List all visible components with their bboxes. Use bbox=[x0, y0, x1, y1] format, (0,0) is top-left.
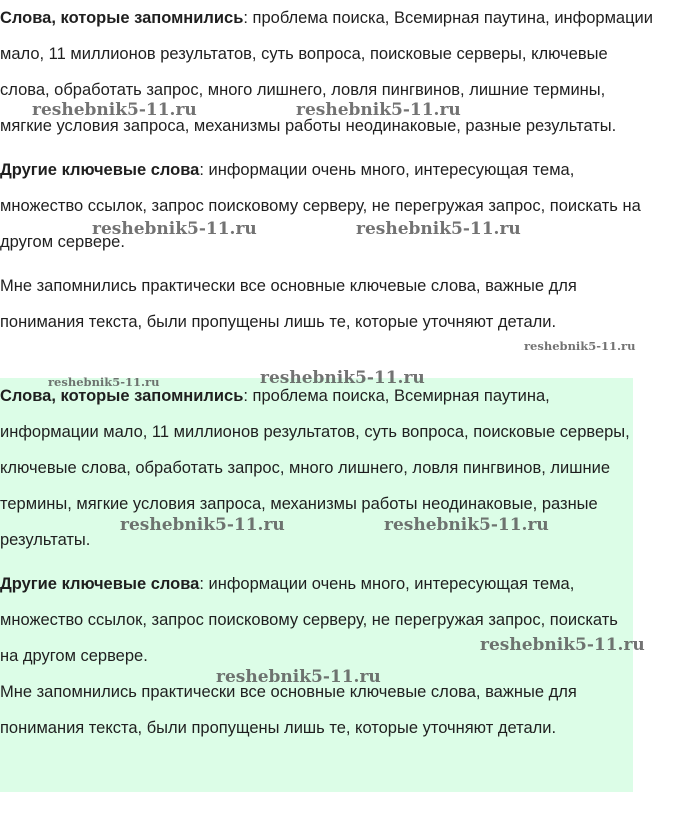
watermark: reshebnik5-11.ru bbox=[384, 515, 549, 535]
other-keywords-text: : информации очень много, интересующая тема, множество ссылок, запрос поисковому серверу, не перегружая запрос, поискать на другом сервере. bbox=[0, 161, 641, 251]
watermark: reshebnik5-11.ru bbox=[296, 100, 461, 120]
watermark: reshebnik5-11.ru bbox=[32, 100, 197, 120]
text-block-highlighted bbox=[0, 378, 633, 792]
watermark: reshebnik5-11.ru bbox=[356, 219, 521, 239]
remembered-words-text: : проблема поиска, Всемирная паутина, информации мало, 11 миллионов результатов, суть вопроса, поисковые серверы, ключевые слова, обработать запрос, много лишнего, ловля пингвинов, лишние термины, мягкие условия запроса, механизмы работы неодинаковые, разные результаты. bbox=[0, 387, 630, 549]
watermark: reshebnik5-11.ru bbox=[216, 667, 381, 687]
paragraph-conclusion bbox=[0, 268, 660, 340]
watermark: reshebnik5-11.ru bbox=[260, 368, 425, 388]
watermark: reshebnik5-11.ru bbox=[480, 635, 645, 655]
paragraph-remembered-words bbox=[0, 0, 660, 144]
watermark: reshebnik5-11.ru bbox=[48, 375, 160, 389]
other-keywords-label: Другие ключевые слова bbox=[0, 575, 200, 593]
paragraph-remembered-words bbox=[0, 378, 633, 558]
watermark: reshebnik5-11.ru bbox=[120, 515, 285, 535]
paragraph-other-keywords bbox=[0, 152, 660, 260]
text-block-original bbox=[0, 0, 660, 340]
conclusion-text: Мне запомнились практически все основные ключевые слова, важные для понимания текста, были пропущены лишь те, которые уточняют детали. bbox=[0, 277, 577, 331]
other-keywords-label: Другие ключевые слова bbox=[0, 161, 200, 179]
watermark: reshebnik5-11.ru bbox=[92, 219, 257, 239]
paragraph-other-keywords bbox=[0, 566, 633, 674]
remembered-words-label: Слова, которые запомнились bbox=[0, 387, 244, 405]
conclusion-text: Мне запомнились практически все основные ключевые слова, важные для понимания текста, были пропущены лишь те, которые уточняют детали. bbox=[0, 683, 577, 737]
watermark: reshebnik5-11.ru bbox=[524, 339, 636, 353]
paragraph-conclusion bbox=[0, 674, 633, 746]
remembered-words-text: : проблема поиска, Всемирная паутина, информации мало, 11 миллионов результатов, суть вопроса, поисковые серверы, ключевые слова, обработать запрос, много лишнего, ловля пингвинов, лишние термины, мягкие условия запроса, механизмы работы неодинаковые, разные результаты. bbox=[0, 9, 653, 135]
other-keywords-text: : информации очень много, интересующая тема, множество ссылок, запрос поисковому серверу, не перегружая запрос, поискать на другом сервере. bbox=[0, 575, 618, 665]
remembered-words-label: Слова, которые запомнились bbox=[0, 9, 244, 27]
